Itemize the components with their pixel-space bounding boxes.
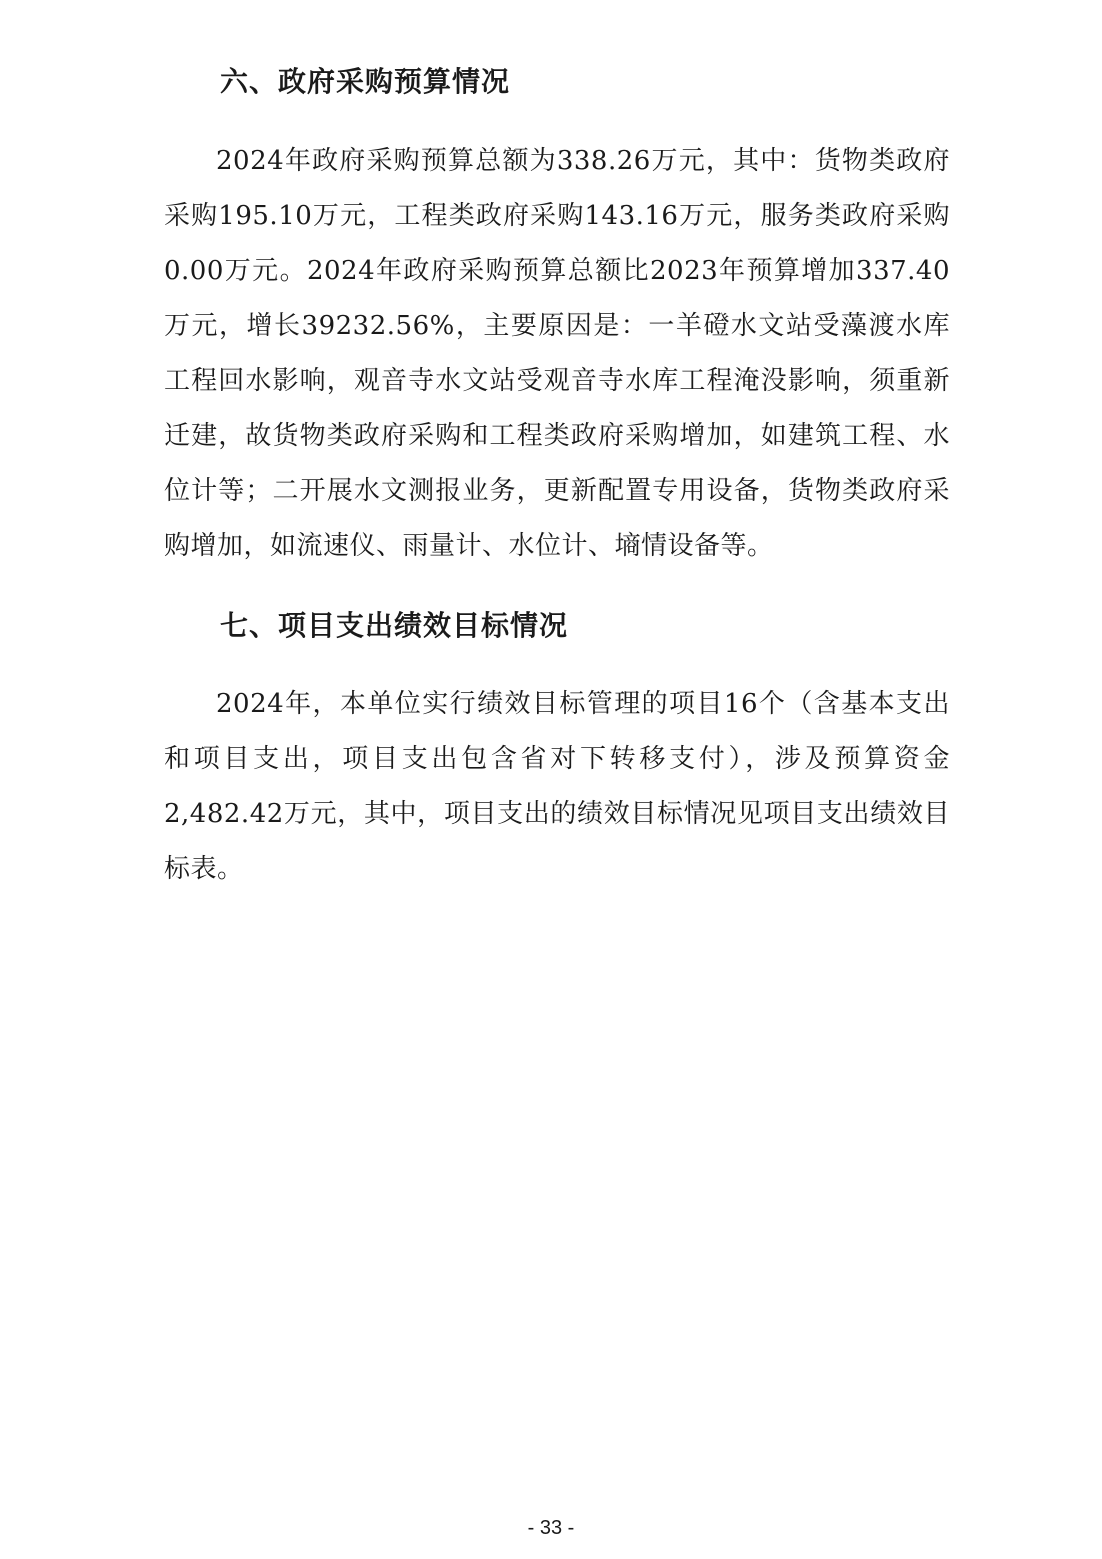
section-paragraph-government-procurement: 2024年政府采购预算总额为338.26万元，其中：货物类政府采购195.10万元，工程类政府采购143.16万元，服务类政府采购0.00万元。2024年政府采购预算总额比2023年预算增加337.40万元，增长39232.56%，主要原因是：一羊磴水文站受藻渡水库工程回水影响，观音寺水文站受观音寺水库工程淹没影响，须重新迁建，故货物类政府采购和工程类政府采购增加，如建筑工程、水位计等；二开展水文测报业务，更新配置专用设备，货物类政府采购增加，如流速仪、雨量计、水位计、墒情设备等。 (164, 146, 950, 561)
page-number: - 33 - (527, 1517, 575, 1539)
section-heading-performance-targets: 七、项目支出绩效目标情况 (220, 609, 569, 642)
section-heading-government-procurement: 六、政府采购预算情况 (220, 65, 511, 98)
section-paragraph-performance-targets: 2024年，本单位实行绩效目标管理的项目16个（含基本支出和项目支出，项目支出包含省对下转移支付），涉及预算资金2,482.42万元，其中，项目支出的绩效目标情况见项目支出绩效目标表。 (164, 689, 950, 884)
